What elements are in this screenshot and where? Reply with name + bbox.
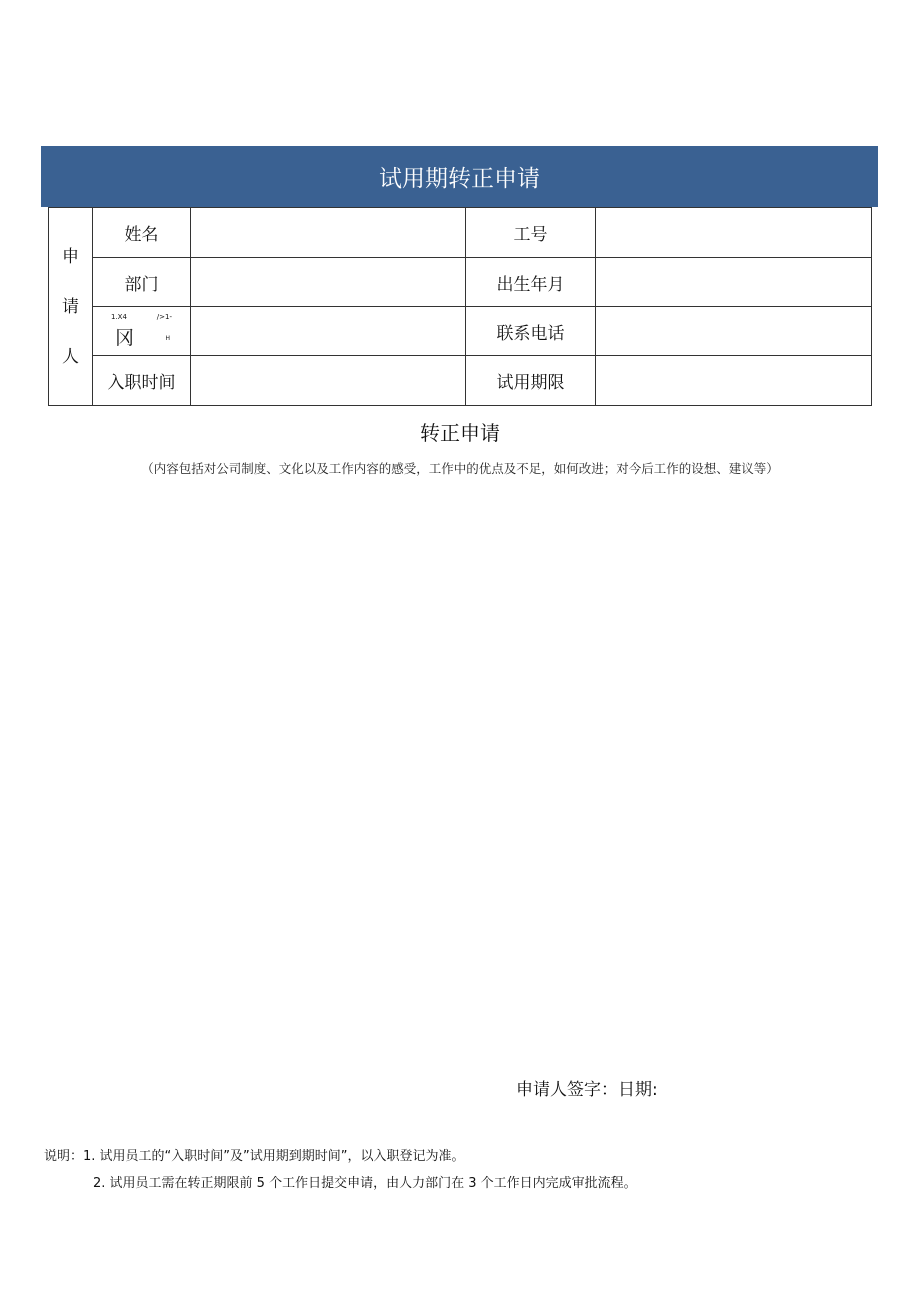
hire-date-label: 入职时间 [93, 356, 191, 406]
name-field[interactable] [191, 208, 466, 258]
birth-label: 出生年月 [466, 258, 596, 307]
hire-date-field[interactable] [191, 356, 466, 406]
note-1: 说明：1. 试用员工的“入职时间”及”试用期到期时间”，以入职登记为准。 [44, 1149, 465, 1164]
garbled-label: 1.X4 />1- 冈 H [93, 307, 191, 356]
applicant-info-table [48, 207, 872, 406]
name-label: 姓名 [93, 208, 191, 258]
garbled-field[interactable] [191, 307, 466, 356]
signature-line: 申请人签字：日期: [516, 1080, 658, 1100]
probation-label: 试用期限 [466, 356, 596, 406]
section-hint: （内容包括对公司制度、文化以及工作内容的感受，工作中的优点及不足，如何改进；对今后工作的设想、建议等） [141, 461, 779, 476]
department-label: 部门 [93, 258, 191, 307]
section-title: 转正申请 [420, 421, 500, 445]
phone-field[interactable] [596, 307, 872, 356]
employee-id-field[interactable] [596, 208, 872, 258]
applicant-label: 申 请 人 [49, 208, 93, 406]
employee-id-label: 工号 [466, 208, 596, 258]
department-field[interactable] [191, 258, 466, 307]
form-title-bar [41, 146, 878, 207]
note-2: 2. 试用员工需在转正期限前 5 个工作日提交申请，由人力部门在 3 个工作日内完成审批流程。 [93, 1176, 637, 1191]
phone-label: 联系电话 [466, 307, 596, 356]
probation-field[interactable] [596, 356, 872, 406]
form-title: 试用期转正申请 [379, 166, 540, 192]
birth-field[interactable] [596, 258, 872, 307]
